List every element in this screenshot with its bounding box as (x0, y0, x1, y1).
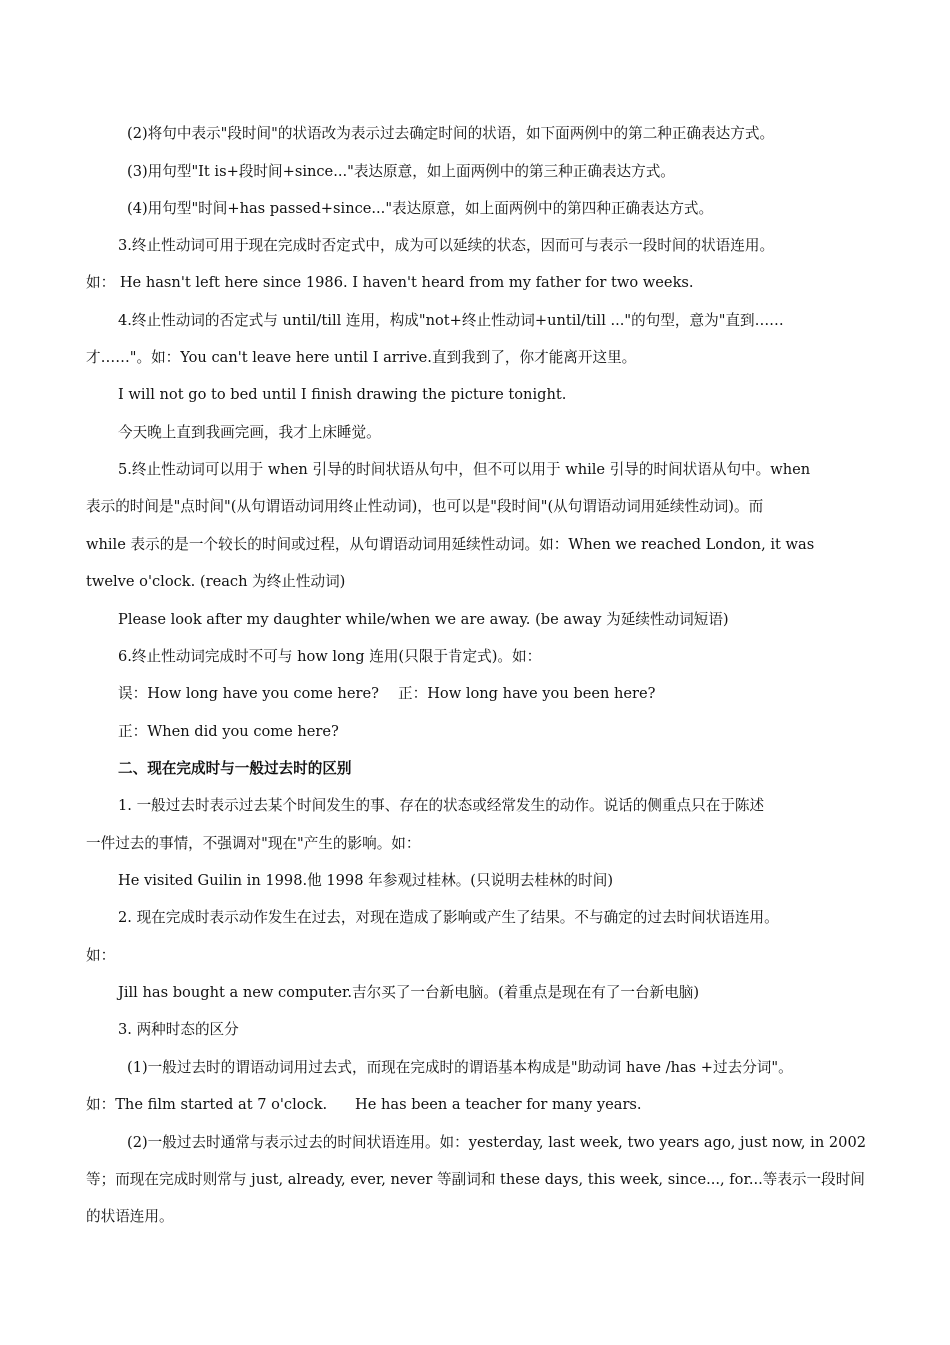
text-line: 3. 两种时态的区分 (118, 1021, 239, 1038)
text-line: (1)一般过去时的谓语动词用过去式，而现在完成时的谓语基本构成是"助动词 have /has +过去分词"。 (127, 1059, 793, 1076)
text-line: 一件过去的事情，不强调对"现在"产生的影响。如： (86, 835, 421, 852)
text-line: twelve o'clock. (reach 为终止性动词) (86, 573, 346, 590)
text-line: (3)用句型"It is+段时间+since..."表达原意，如上面两例中的第三种正确表达方式。 (127, 163, 675, 180)
text-line: He has been a teacher for many years. (355, 1096, 642, 1113)
text-line: 3.终止性动词可用于现在完成时否定式中，成为可以延续的状态，因而可与表示一段时间的状语连用。 (118, 237, 775, 254)
text-line: Please look after my daughter while/when we are away. (be away 为延续性动词短语) (118, 611, 729, 628)
text-line: 今天晚上直到我画完画，我才上床睡觉。 (118, 424, 381, 441)
text-line: 如： (86, 947, 116, 964)
text-line: (2)将句中表示"段时间"的状语改为表示过去确定时间的状语，如下面两例中的第二种正确表达方式。 (127, 125, 775, 142)
text-line: 5.终止性动词可以用于 when 引导的时间状语从句中，但不可以用于 while 引导的时间状语从句中。when (118, 461, 811, 478)
correct-example: 正：When did you come here? (118, 723, 339, 740)
text-line: Jill has bought a new computer.吉尔买了一台新电脑。(着重点是现在有了一台新电脑) (118, 984, 700, 1001)
text-line: (4)用句型"时间+has passed+since..."表达原意，如上面两例中的第四种正确表达方式。 (127, 200, 714, 217)
text-line: 如：The film started at 7 o'clock. (86, 1096, 328, 1113)
text-line: 表示的时间是"点时间"(从句谓语动词用终止性动词)，也可以是"段时间"(从句谓语动词用延续性动词)。而 (86, 498, 764, 515)
text-line: I will not go to bed until I finish drawing the picture tonight. (118, 386, 567, 403)
text-line: 2. 现在完成时表示动作发生在过去，对现在造成了影响或产生了结果。不与确定的过去时间状语连用。 (118, 909, 779, 926)
wrong-example: 误：How long have you come here? (118, 685, 379, 702)
correct-example: 正：How long have you been here? (398, 685, 656, 702)
text-line: 6.终止性动词完成时不可与 how long 连用(只限于肯定式)。如： (118, 648, 542, 665)
text-line: 才……"。如：You can't leave here until I arrive.直到我到了，你才能离开这里。 (86, 349, 637, 366)
text-line: 1. 一般过去时表示过去某个时间发生的事、存在的状态或经常发生的动作。说话的侧重点只在于陈述 (118, 797, 765, 814)
text-line: 的状语连用。 (86, 1208, 174, 1225)
text-line: 如： He hasn't left here since 1986. I haven't heard from my father for two weeks. (86, 274, 694, 291)
section-heading: 二、现在完成时与一般过去时的区别 (118, 760, 352, 777)
text-line: 等；而现在完成时则常与 just, already, ever, never 等副词和 these days, this week, since..., for...等表示一段时间 (86, 1171, 865, 1188)
text-line: while 表示的是一个较长的时间或过程，从句谓语动词用延续性动词。如：When we reached London, it was (86, 536, 815, 553)
text-line: He visited Guilin in 1998.他 1998 年参观过桂林。(只说明去桂林的时间) (118, 872, 614, 889)
text-line: 4.终止性动词的否定式与 until/till 连用，构成"not+终止性动词+until/till ..."的句型，意为"直到…… (118, 312, 784, 329)
text-line: (2)一般过去时通常与表示过去的时间状语连用。如：yesterday, last week, two years ago, just now, in 2002 (127, 1134, 867, 1151)
